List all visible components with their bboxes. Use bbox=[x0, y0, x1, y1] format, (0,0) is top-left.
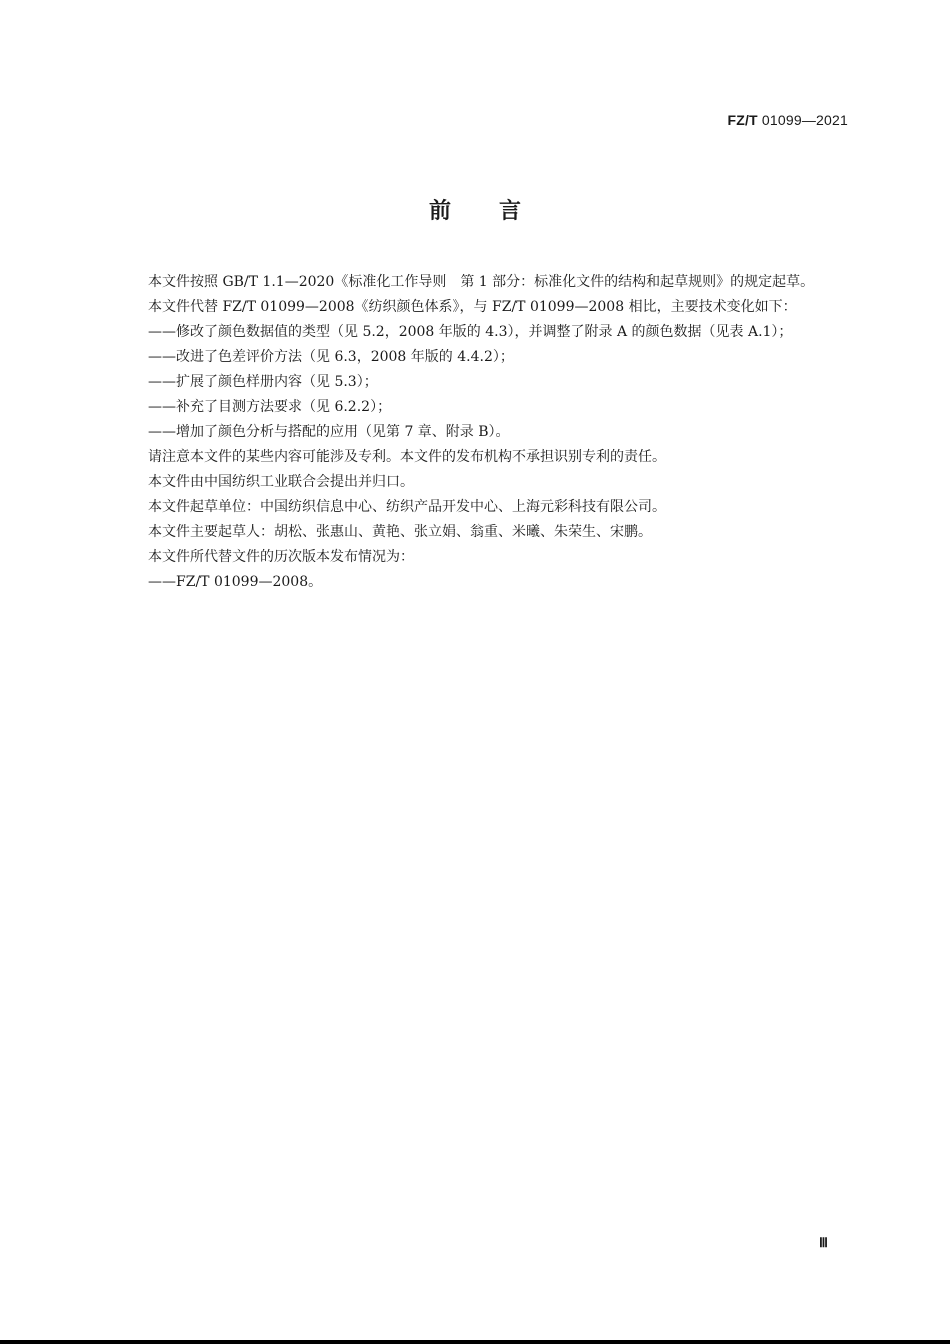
change-item: ——扩展了颜色样册内容（见 5.3）； bbox=[148, 374, 378, 390]
change-item: ——改进了色差评价方法（见 6.3，2008 年版的 4.4.2）； bbox=[148, 349, 514, 365]
paragraph-drafting-units: 本文件起草单位：中国纺织信息中心、纺织产品开发中心、上海元彩科技有限公司。 bbox=[148, 499, 666, 515]
change-item: ——补充了目测方法要求（见 6.2.2）； bbox=[148, 399, 392, 415]
page-number: Ⅲ bbox=[819, 1235, 828, 1250]
paragraph-proposer: 本文件由中国纺织工业联合会提出并归口。 bbox=[148, 474, 414, 490]
change-item: ——修改了颜色数据值的类型（见 5.2，2008 年版的 4.3），并调整了附录 A 的颜色数据（见表 A.1）； bbox=[148, 324, 793, 340]
paragraph-replacement: 本文件代替 FZ/T 01099—2008《纺织颜色体系》，与 FZ/T 01099—2008 相比，主要技术变化如下： bbox=[148, 299, 797, 315]
page-bottom-border bbox=[0, 1340, 950, 1344]
paragraph-drafters: 本文件主要起草人：胡松、张惠山、黄艳、张立娟、翁重、米曦、朱荣生、宋鹏。 bbox=[148, 524, 652, 540]
preface-body bbox=[114, 270, 850, 595]
paragraph-drafting-rules: 本文件按照 GB/T 1.1—2020《标准化工作导则 第 1 部分：标准化文件的结构和起草规则》的规定起草。 bbox=[148, 274, 815, 290]
paragraph-patent-notice: 请注意本文件的某些内容可能涉及专利。本文件的发布机构不承担识别专利的责任。 bbox=[148, 449, 666, 465]
standard-code: FZ/T bbox=[727, 112, 758, 128]
standard-number-value: 01099—2021 bbox=[761, 112, 848, 128]
change-item: ——增加了颜色分析与搭配的应用（见第 7 章、附录 B）。 bbox=[148, 424, 510, 440]
paragraph-history-intro: 本文件所代替文件的历次版本发布情况为： bbox=[148, 549, 414, 565]
standard-number bbox=[727, 112, 848, 128]
history-item: ——FZ/T 01099—2008。 bbox=[148, 574, 323, 590]
page-title: 前言 bbox=[428, 199, 569, 224]
